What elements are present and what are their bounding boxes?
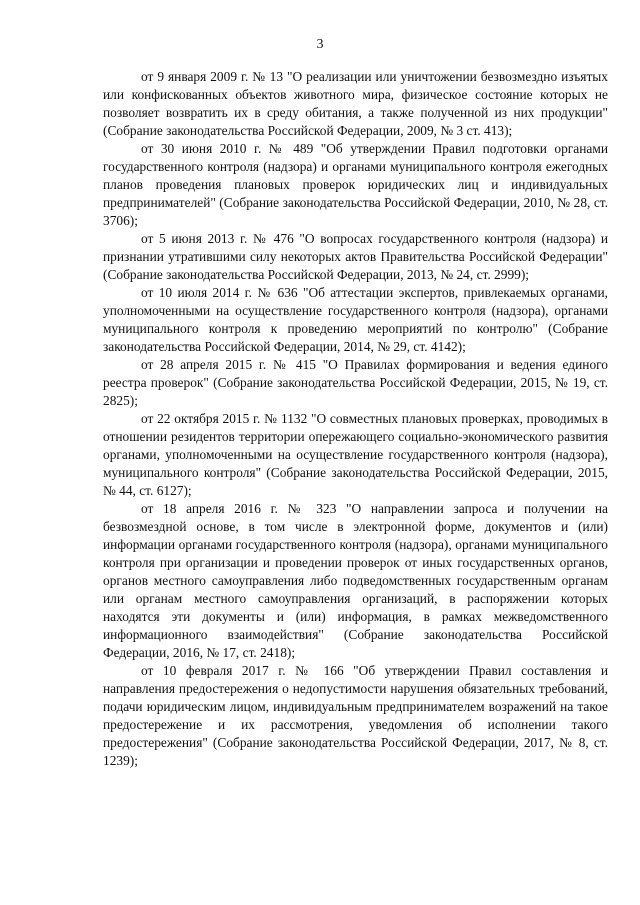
paragraph-2010-489: от 30 июня 2010 г. № 489 "Об утверждении Правил подготовки органами государственного контроля (надзора) и органами муниципального контроля ежегодных планов проведения плановых проверок юридических лиц и индивидуальных предпринимателей" (Собрание законодательства Российской Федерации, 2010, № 28, ст. 3706);: [103, 141, 608, 228]
document-body: [103, 68, 608, 770]
paragraph-2017-166: от 10 февраля 2017 г. № 166 "Об утверждении Правил составления и направления предостережения о недопустимости нарушения обязательных требований, подачи юридическим лицом, индивидуальным предпринимателем возражений на такое предостережение и их рассмотрения, уведомления об исполнении такого предостережения" (Собрание законодательства Российской Федерации, 2017, № 8, ст. 1239);: [103, 663, 608, 768]
paragraph-2015-415: от 28 апреля 2015 г. № 415 "О Правилах формирования и ведения единого реестра проверок" (Собрание законодательства Российской Федерации, 2015, № 19, ст. 2825);: [103, 357, 608, 408]
paragraph-2014-636: от 10 июля 2014 г. № 636 "Об аттестации экспертов, привлекаемых органами, уполномоченными на осуществление государственного контроля (надзора), органами муниципального контроля к проведению мероприятий по контролю" (Собрание законодательства Российской Федерации, 2014, № 29, ст. 4142);: [103, 285, 608, 354]
paragraph-2009-13: от 9 января 2009 г. № 13 "О реализации или уничтожении безвозмездно изъятых или конфискованных объектов животного мира, физическое состояние которых не позволяет возвратить их в среду обитания, а также полученной из них продукции" (Собрание законодательства Российской Федерации, 2009, № 3 ст. 413);: [103, 69, 608, 138]
paragraph-2013-476: от 5 июня 2013 г. № 476 "О вопросах государственного контроля (надзора) и признании утратившими силу некоторых актов Правительства Российской Федерации" (Собрание законодательства Российской Федерации, 2013, № 24, ст. 2999);: [103, 231, 608, 282]
paragraph-2016-323: от 18 апреля 2016 г. № 323 "О направлении запроса и получении на безвозмездной основе, в том числе в электронной форме, документов и (или) информации органами государственного контроля (надзора), органами муниципального контроля при организации и проведении проверок от иных государственных органов, органов местного самоуправления либо подведомственных государственным органам или органам местного самоуправления организаций, в распоряжении которых находятся эти документы и (или) информация, в рамках межведомственного информационного взаимодействия" (Собрание законодательства Российской Федерации, 2016, № 17, ст. 2418);: [103, 501, 608, 660]
paragraph-2015-1132: от 22 октября 2015 г. № 1132 "О совместных плановых проверках, проводимых в отношении резидентов территории опережающего социально-экономического развития органами, уполномоченными на осуществление государственного контроля (надзора), муниципального контроля" (Собрание законодательства Российской Федерации, 2015, № 44, ст. 6127);: [103, 411, 608, 498]
page-number: 3: [316, 37, 324, 52]
